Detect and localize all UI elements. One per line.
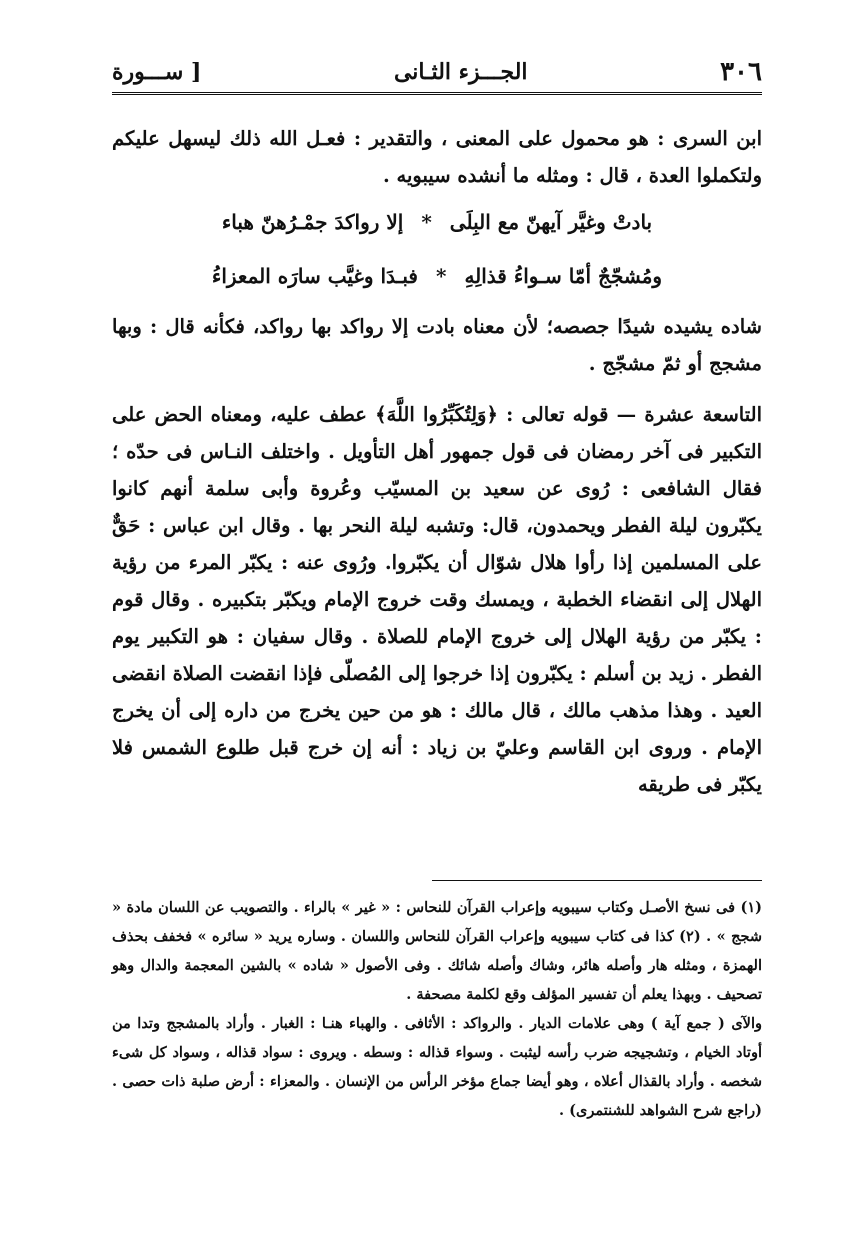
verse-2-first-hemistich: ومُشجّجٌ أمّا سـواءُ قذالِهِ xyxy=(464,264,663,288)
verse-1-second-hemistich: إلا رواكدَ جمْـرُهنّ هباء xyxy=(221,210,404,234)
part-title: الجـــزء الثـانى xyxy=(393,59,528,85)
main-text xyxy=(112,120,762,803)
verse-line-2 xyxy=(112,254,762,298)
footnote-rule xyxy=(432,880,762,881)
paragraph-gap xyxy=(112,382,762,396)
paragraph-nineteenth: التاسعة عشرة — قوله تعالى : ﴿وَلِتُكَبِّرُوا اللَّهَ﴾ عطف عليه، ومعناه الحض على التكبير فى آخر رمضان فى قول جمهور أهل التأويل . واختلف النـاس فى حدّه ؛ فقال الشافعى : رُوى عن سعيد بن المسيّب وعُروة وأبى سلمة أنهم كانوا يكبّرون ليلة الفطر ويحمدون، قال: وتشبه ليلة النحر بها . وقال ابن عباس : حَقٌّ على المسلمين إذا رأوا هلال شوّال أن يكبّروا. ورُوى عنه : يكبّر المرء من رؤية الهلال إلى انقضاء الخطبة ، ويمسك وقت خروج الإمام ويكبّر بتكبيره . وقال قوم : يكبّر من رؤية الهلال إلى خروج الإمام للصلاة . وقال سفيان : هو التكبير يوم الفطر . زيد بن أسلم : يكبّرون إذا خرجوا إلى المُصلّى فإذا انقضت الصلاة انقضى العيد . وهذا مذهب مالك ، قال مالك : هو من حين يخرج من داره إلى أن يخرج الإمام . وروى ابن القاسم وعليّ بن زياد : أنه إن خرج قبل طلوع الشمس فلا يكبّر فى طريقه xyxy=(112,403,762,796)
sura-label: [ ســـورة xyxy=(112,59,202,85)
header-rule xyxy=(112,92,762,95)
verse-1-first-hemistich: بادتْ وغيَّر آيهنّ مع البِلَى xyxy=(449,210,653,234)
verse-separator: * xyxy=(421,210,432,234)
verse-separator: * xyxy=(435,264,447,288)
page-number: ٣٠٦ xyxy=(720,57,762,87)
page-header xyxy=(112,52,762,92)
verse-2-second-hemistich: فبـدَا وغيَّب سارَه المعزاءُ xyxy=(211,264,418,288)
verse-line-1 xyxy=(112,200,762,244)
paragraph-ibn-sirri: ابن السرى : هو محمول على المعنى ، والتقدير : فعـل الله ذلك ليسهل عليكم ولتكملوا العدة ، قال : ومثله ما أنشده سيبويه . xyxy=(112,127,762,187)
footnote-1-2: (١) فى نسخ الأصـل وكتاب سيبويه وإعراب القرآن للنحاس : « غير » بالراء . والتصويب عن اللسان مادة « شجج » . (٢) كذا فى كتاب سيبويه وإعراب القرآن للنحاس واللسان . وساره يريد « سائره » فخفف بحذف الهمزة ، ومثله هار وأصله هائر، وشاك وأصله شائك . وفى الأصول « شاده » بالشين المعجمة والدال وهو تصحيف . وبهذا يعلم أن تفسير المؤلف وقع لكلمة مصحفة . xyxy=(112,899,762,1003)
footnotes xyxy=(112,893,762,1125)
footnote-commentary: والآى ( جمع آية ) وهى علامات الديار . والرواكد : الأثافى . والهباء هنـا : الغبار . وأراد بالمشجج وتدا من أوتاد الخيام ، وتشجيجه ضرب رأسه ليثبت . وسواء قذاله : وسطه . ويروى : سواد قذاله ، وسواد كل شىء شخصه . وأراد بالقذال أعلاه ، وهو أيضا جماع مؤخر الرأس من الإنسان . والمعزاء : أرض صلبة ذات حصى . (راجع شرح الشواهد للشنتمرى) . xyxy=(112,1015,762,1119)
paragraph-explanation: شاده يشيده شيدًا جصصه؛ لأن معناه بادت إلا رواكد بها رواكد، فكأنه قال : وبها مشجج أو ثمّ مشجّج . xyxy=(112,315,762,375)
